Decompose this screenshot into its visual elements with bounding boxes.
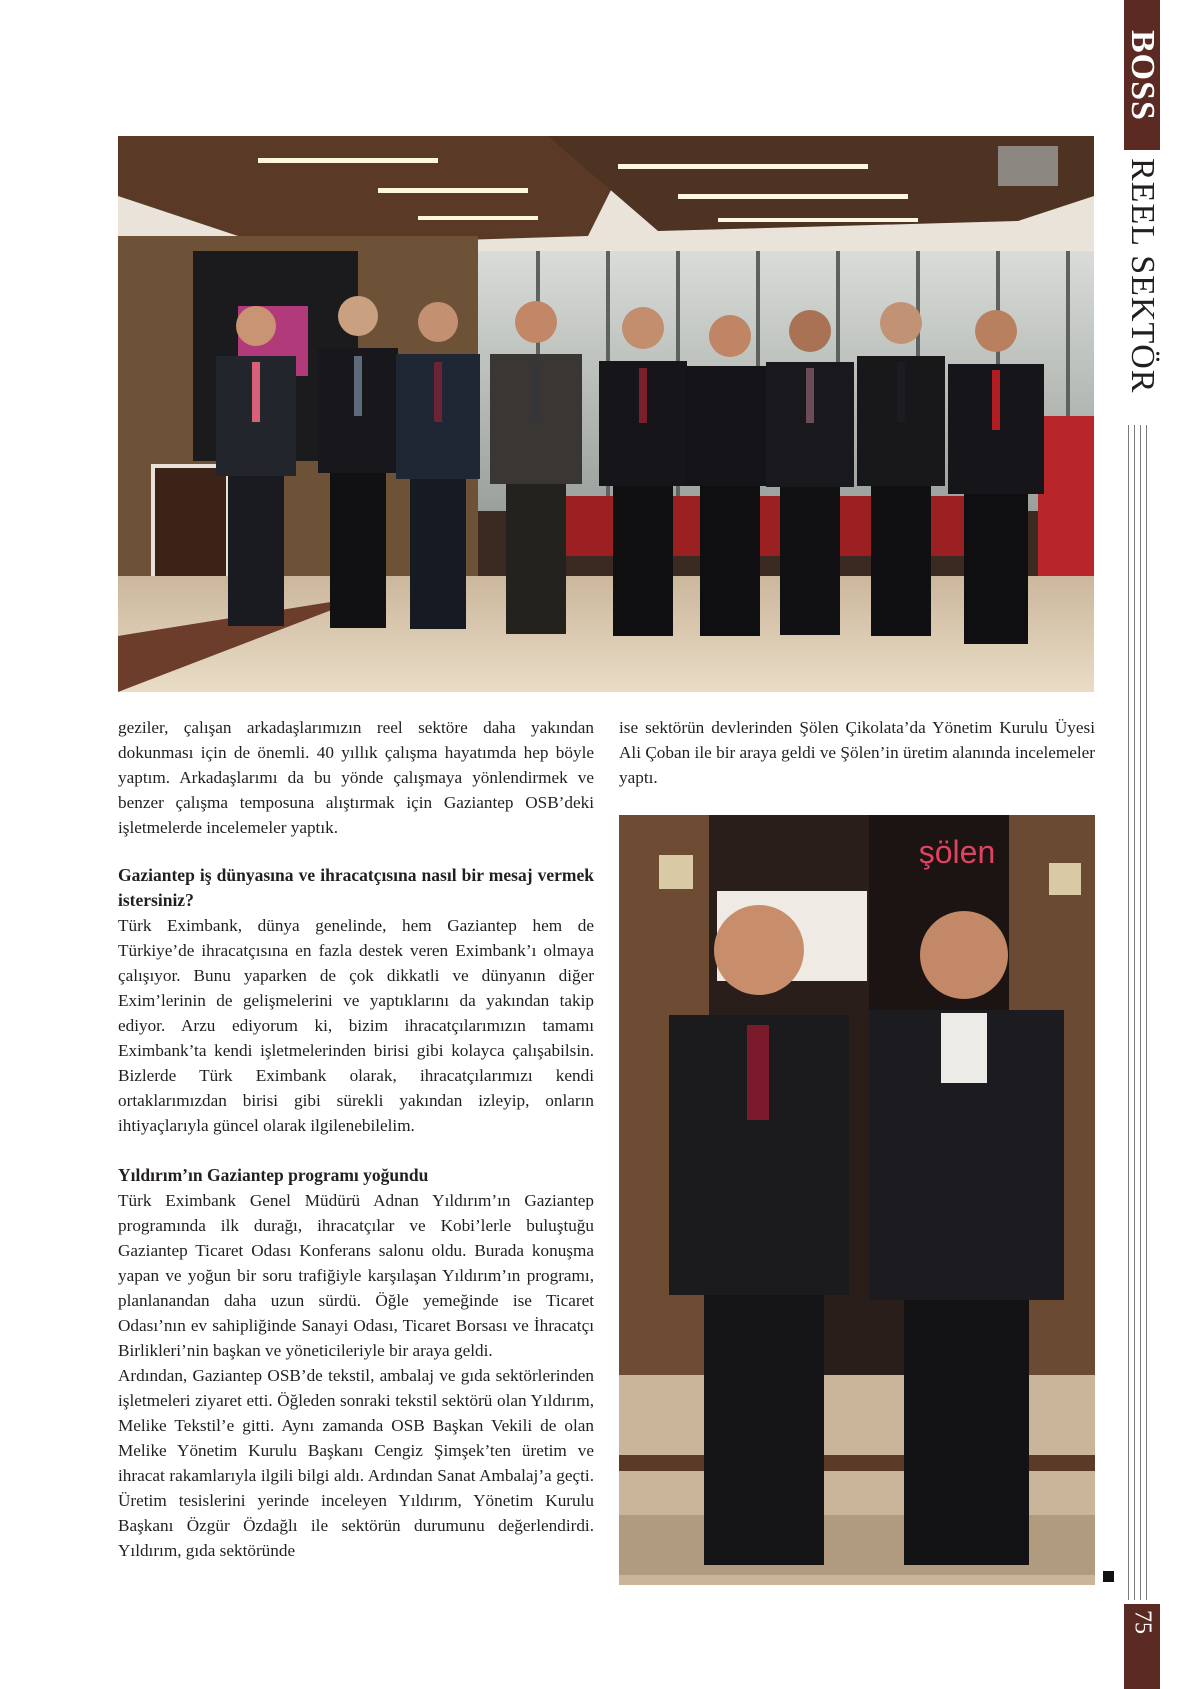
answer-paragraph: Türk Eximbank, dünya genelinde, hem Gaziantep hem de Türkiye’de ihracatçısına en fazla destek veren Eximbank’ı olmaya çalışıyor. Bunu yaparken de çok dikkatli ve dünyanın diğer Exim’lerinin de gelişmelerini ve yaptıklarını da yakından takip ediyor. Arzu ediyorum ki, bizim ihracatçılarımızın tamamı Eximbank’ta kendi işletmelerinden birisi gibi kolayca çalışabilsin. Bizlerde Türk Eximbank olarak, ihracatçılarımızı kendi ortaklarımızdan birisi gibi sürekli yakından izleyip, onların ihtiyaçlarıyla güncel olarak ilgilenebilelim. <box>118 916 594 1135</box>
section-title <box>1124 158 1160 413</box>
intro-paragraph <box>118 715 594 840</box>
page-number <box>1124 1604 1160 1689</box>
intro-text: geziler, çalışan arkadaşlarımızın reel sektöre daha yakından dokunması için de önemli. 40 yıllık çalışma hayatımda hep böyle yaptım. Arkadaşlarımı da bu yönde çalışmaya yönlendirmek ve benzer çalışma temposuna alıştırmak için Gaziantep OSB’deki işletmelerde incelemeler yaptık. <box>118 718 594 837</box>
article-end-mark <box>1103 1571 1114 1582</box>
brand-label: BOSS <box>1124 29 1161 121</box>
store-sign: şölen <box>918 834 996 870</box>
continuation-paragraph <box>619 715 1095 790</box>
program-paragraph-1: Türk Eximbank Genel Müdürü Adnan Yıldırım’ın Gaziantep programında ilk durağı, ihracatçılar ve Kobi’lerle buluştuğu Gaziantep Ticaret Odası Konferans salonu oldu. Burada konuşma yapan ve yoğun bir soru trafiğiyle karşılaşan Yıldırım’ın programı, planlanandan daha uzun sürdü. Öğle yemeğinde ise Ticaret Odası’nın ev sahipliğinde Sanayi Odası, Ticaret Borsası ve İhracatçı Birlikleri’nin başkan ve yöneticileriyle bir araya geldi. <box>118 1191 594 1360</box>
sidebar-rules <box>1124 425 1160 1600</box>
section-label: REEL SEKTÖR <box>1124 158 1161 394</box>
program-heading: Yıldırım’ın Gaziantep programı yoğundu <box>118 1165 429 1185</box>
program-paragraph-2: Ardından, Gaziantep OSB’de tekstil, ambalaj ve gıda sektörlerinden işletmeleri ziyaret etti. Öğleden sonraki tekstil sektörü olan Yıldırım, Melike Tekstil’e gitti. Aynı zamanda OSB Başkan Vekili de olan Melike Yönetim Kurulu Başkanı Cengiz Şimşek’ten üretim ve ihracat rakamlarıyla ilgili bilgi aldı. Ardından Sanat Ambalaj’a geçti. Üretim tesislerini yerinde inceleyen Yıldırım, Yönetim Kurulu Başkanı Özgür Özdağlı ile sektörün durumunu değerlendirdi. Yıldırım, gıda sektöründe <box>118 1366 594 1560</box>
question-heading: Gaziantep iş dünyasına ve ihracatçısına nasıl bir mesaj vermek istersiniz? <box>118 865 594 910</box>
pair-photo <box>619 815 1095 1585</box>
group-photo <box>118 136 1094 692</box>
continuation-text: ise sektörün devlerinden Şölen Çikolata’da Yönetim Kurulu Üyesi Ali Çoban ile bir araya geldi ve Şölen’in üretim alanında incelemeler yaptı. <box>619 718 1095 787</box>
article-body <box>118 863 594 1563</box>
page-number-label: 75 <box>1129 1610 1156 1634</box>
magazine-brand <box>1124 0 1160 150</box>
